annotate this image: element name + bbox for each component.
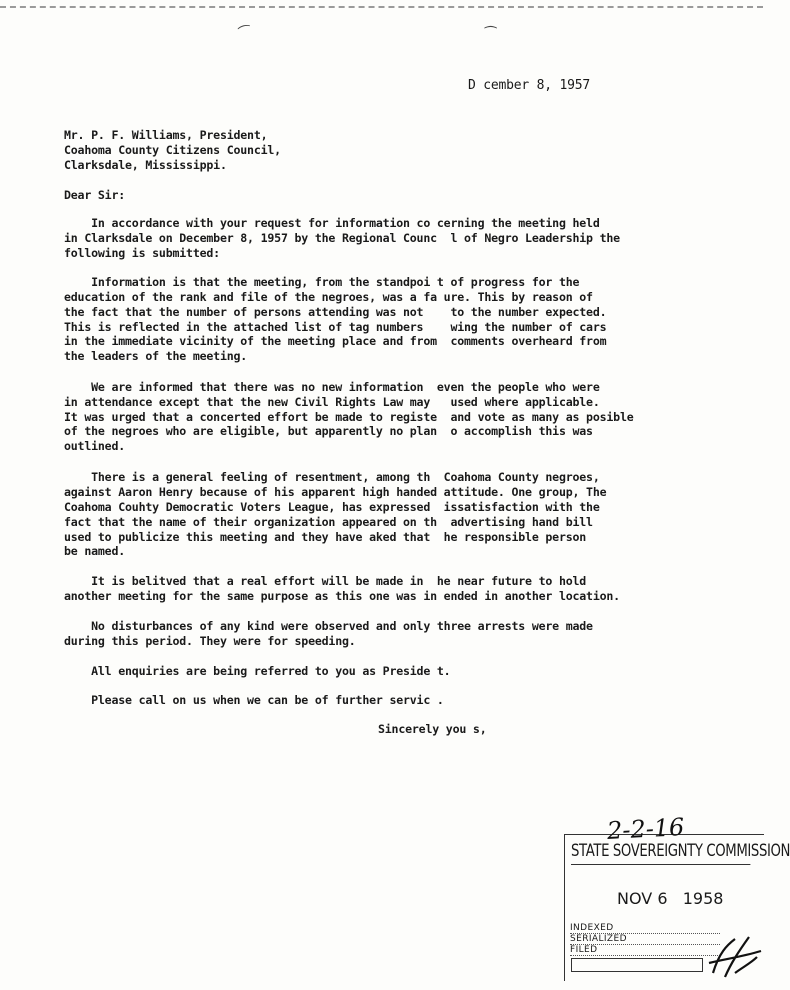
paragraph-line: against Aaron Henry because of his apparent high handed attitude. One group, The bbox=[64, 485, 607, 499]
paragraph-line: another meeting for the same purpose as this one was in ended in another location. bbox=[64, 589, 620, 603]
paragraph-line: in the immediate vicinity of the meeting place and from comments overheard from bbox=[64, 334, 607, 348]
received-stamp bbox=[564, 812, 790, 981]
paragraph-line: be named. bbox=[64, 544, 126, 558]
stamp-field-indexed: INDEXED bbox=[570, 923, 720, 934]
stamp-field-serialized: SERIALIZED bbox=[570, 934, 720, 945]
paragraph-line: We are informed that there was no new information even the people who were bbox=[64, 380, 600, 394]
paragraph-line: There is a general feeling of resentment, among th Coahoma County negroes, bbox=[64, 470, 600, 484]
paragraph-line: This is reflected in the attached list of tag numbers wing the number of cars bbox=[64, 320, 607, 334]
handwritten-file-number: 2-2-16 bbox=[606, 812, 685, 846]
stamp-box bbox=[571, 958, 703, 972]
paragraph-line: the fact that the number of persons attending was not to the number expected. bbox=[64, 305, 607, 319]
paragraph-line: of the negroes who are eligible, but apparently no plan o accomplish this was bbox=[64, 424, 593, 438]
handwritten-initials-icon bbox=[705, 933, 765, 979]
page-top-edge-line bbox=[0, 6, 763, 8]
letter-date: D cember 8, 1957 bbox=[468, 78, 591, 93]
paragraph-line: education of the rank and file of the negroes, was a fa ure. This by reason of bbox=[64, 290, 593, 304]
address-line: Mr. P. F. Williams, President, bbox=[64, 128, 268, 142]
paragraph-line: used to publicize this meeting and they have aked that he responsible person bbox=[64, 530, 587, 544]
paragraph-line: the leaders of the meeting. bbox=[64, 349, 248, 363]
stamp-date: NOV 6 1958 bbox=[617, 889, 724, 908]
stamp-agency: STATE SOVEREIGNTY COMMISSION bbox=[571, 841, 750, 865]
paragraph-line: in attendance except that the new Civil Rights Law may used where applicable. bbox=[64, 395, 600, 409]
address-line: Clarksdale, Mississippi. bbox=[64, 158, 227, 172]
paragraph-line: It is belitved that a real effort will be made in he near future to hold bbox=[64, 574, 587, 588]
stray-mark: ⁀ bbox=[485, 27, 497, 43]
stray-mark: ⁀ bbox=[238, 24, 254, 44]
paragraph-line: Information is that the meeting, from the standpoi t of progress for the bbox=[64, 275, 580, 289]
paragraph-line: outlined. bbox=[64, 439, 126, 453]
paragraph-line: in Clarksdale on December 8, 1957 by the Regional Counc l of Negro Leadership the bbox=[64, 231, 620, 245]
paragraph-line: No disturbances of any kind were observed and only three arrests were made bbox=[64, 619, 593, 633]
paragraph-line: during this period. They were for speeding. bbox=[64, 634, 356, 648]
paragraph-line: following is submitted: bbox=[64, 246, 220, 260]
stamp-field-filed: FILED bbox=[570, 945, 720, 956]
paragraph-line: All enquiries are being referred to you as Preside t. bbox=[64, 664, 451, 678]
address-line: Coahoma County Citizens Council, bbox=[64, 143, 281, 157]
salutation: Dear Sir: bbox=[64, 188, 126, 202]
paragraph-line: Please call on us when we can be of further servic . bbox=[64, 693, 444, 707]
paragraph-line: In accordance with your request for information co cerning the meeting held bbox=[64, 216, 600, 230]
closing: Sincerely you s, bbox=[378, 722, 487, 736]
paragraph-line: Coahoma Couhty Democratic Voters League, has expressed issatisfaction with the bbox=[64, 500, 600, 514]
paragraph-line: It was urged that a concerted effort be made to registe and vote as many as posible bbox=[64, 410, 634, 424]
paragraph-line: fact that the name of their organization appeared on th advertising hand bill bbox=[64, 515, 593, 529]
